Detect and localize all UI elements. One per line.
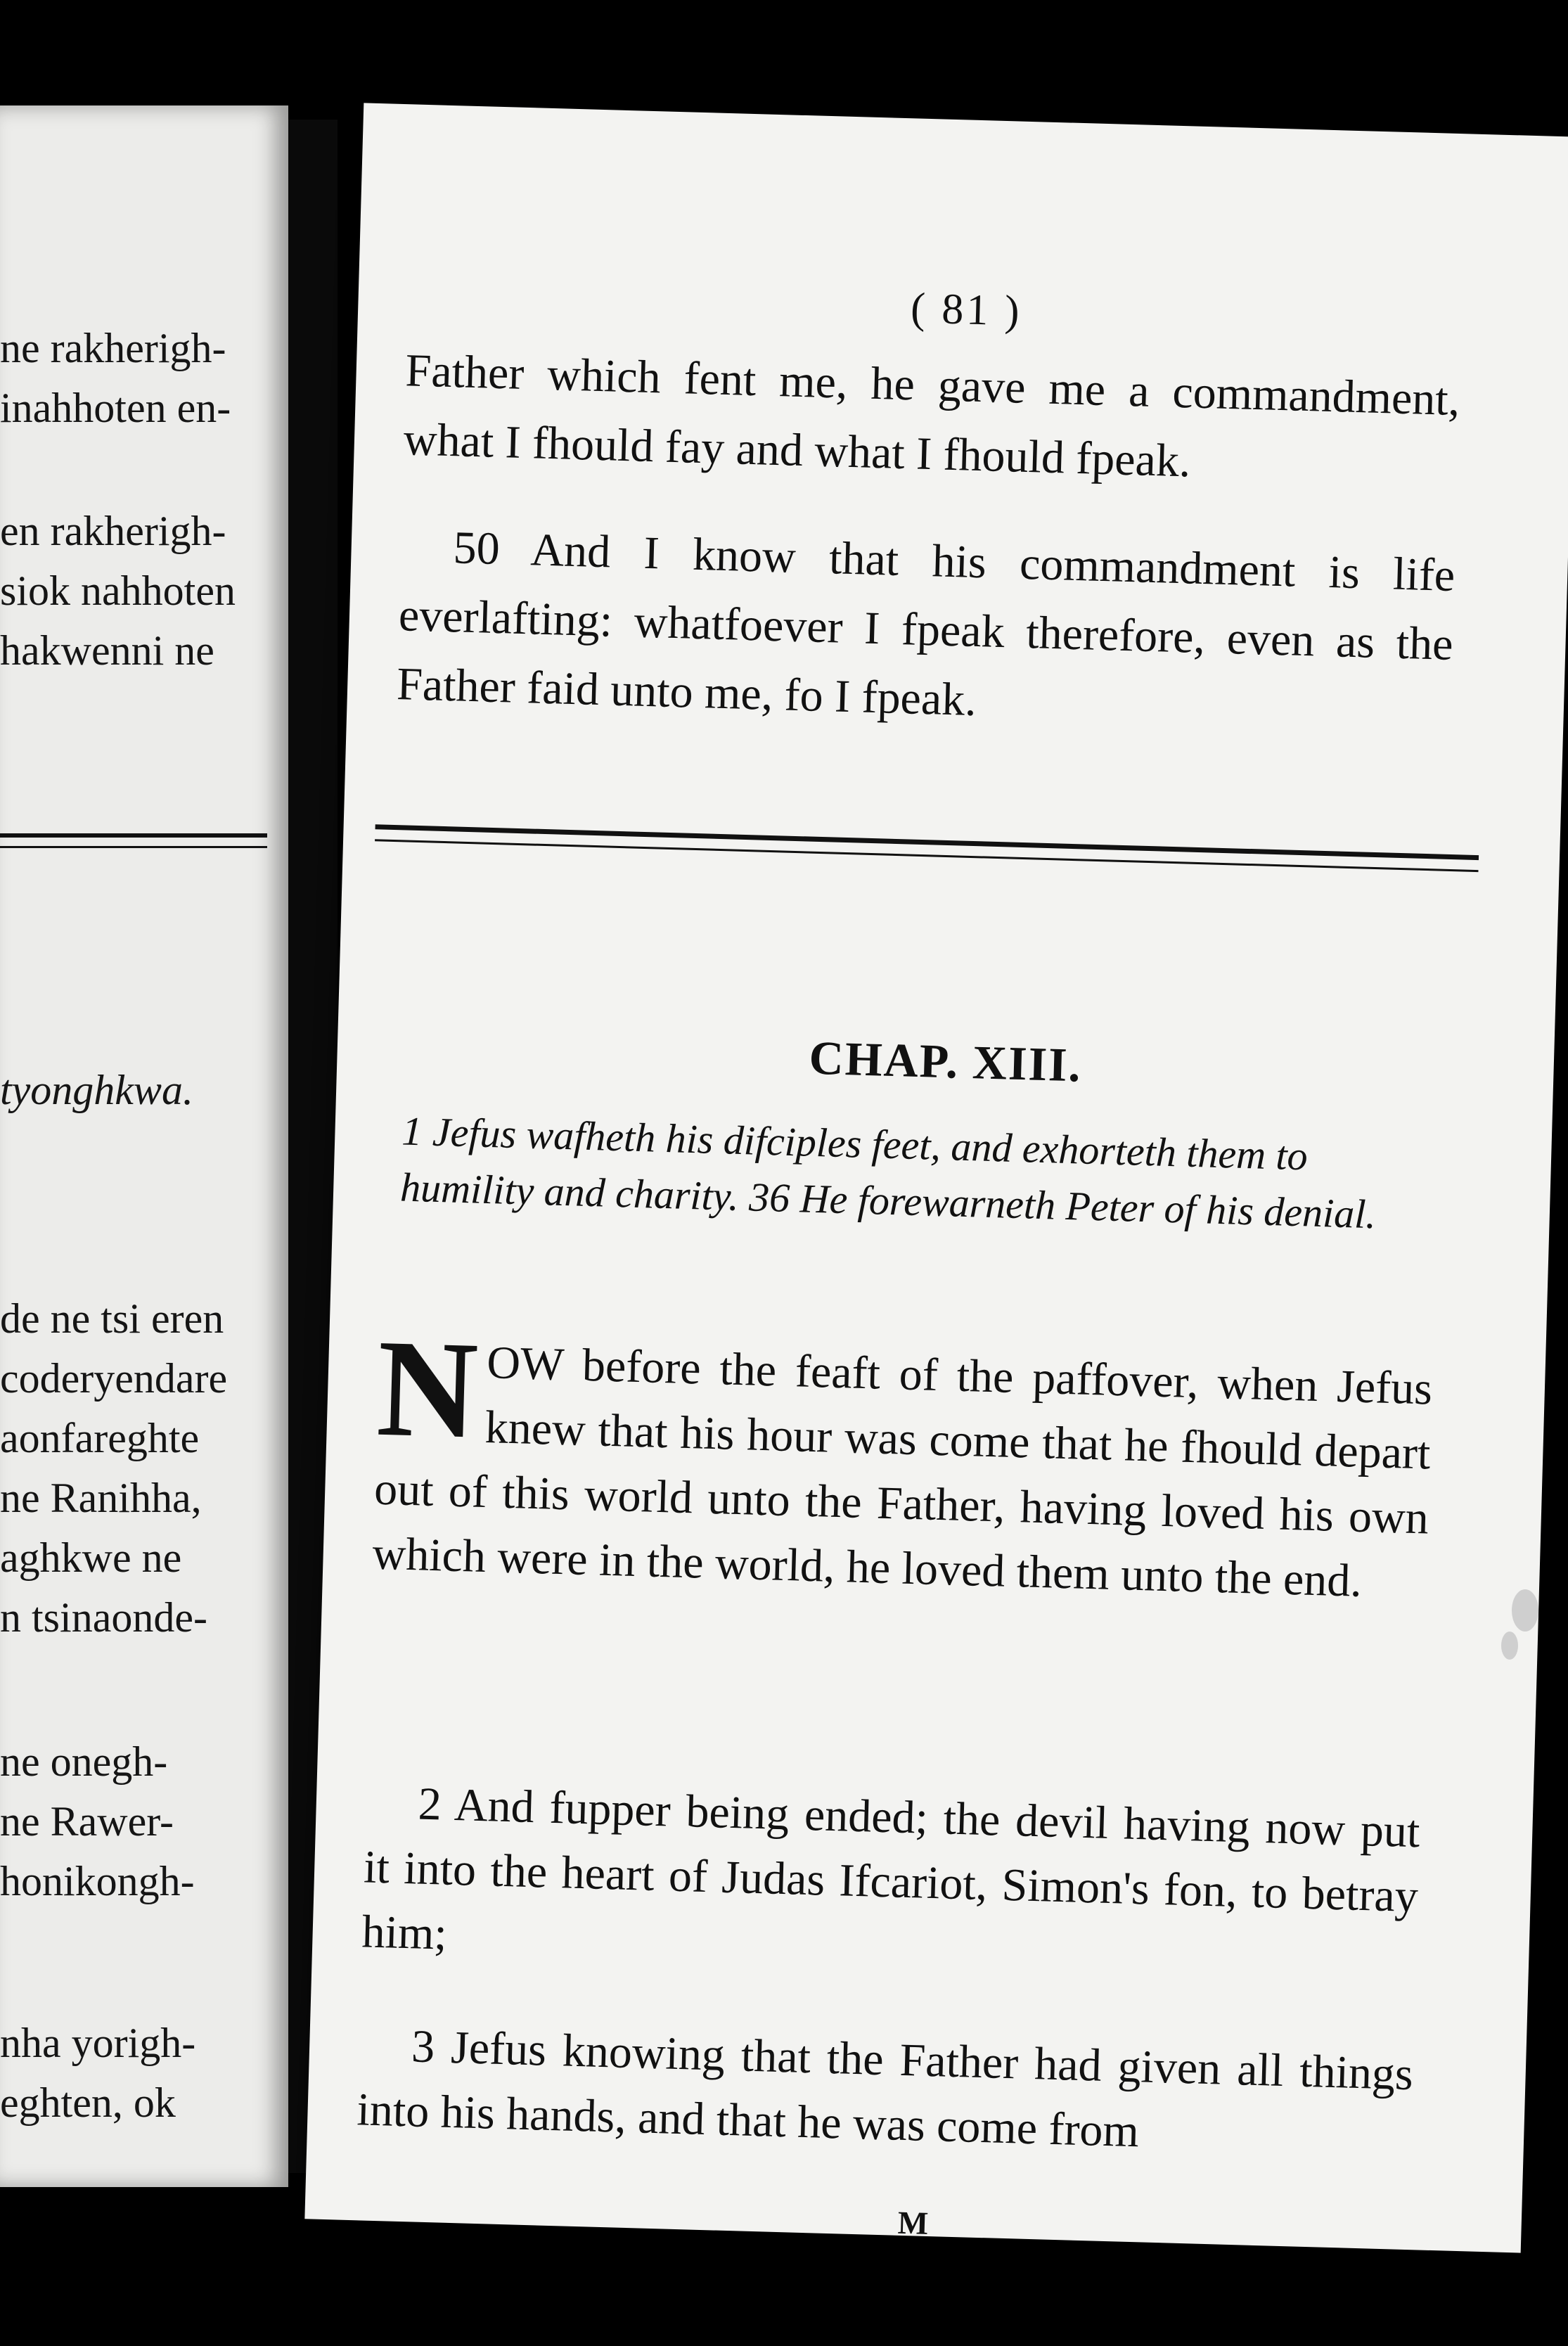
left-line: hakwenni ne bbox=[0, 627, 214, 674]
paper-blemish bbox=[1501, 1632, 1518, 1660]
left-line: n tsinaonde- bbox=[0, 1594, 207, 1641]
left-line: aghkwe ne bbox=[0, 1534, 182, 1581]
verse-49-continuation: Father which fent me, he gave me a commandment, what I fhould fay and what I fhould fpeak. bbox=[403, 345, 1461, 487]
verse-1: OW before the feaft of the paffover, when Jefus knew that his hour was come that he fhould depart out of this world unto the Father, having loved his own which were in the world, he loved them unto the end. bbox=[371, 1337, 1433, 1607]
left-line: aonfareghte bbox=[0, 1415, 200, 1461]
left-page-rule bbox=[0, 833, 267, 848]
left-page bbox=[0, 105, 288, 2187]
drop-cap: N bbox=[375, 1310, 480, 1468]
verse-1-block bbox=[371, 1310, 1433, 1616]
verse-2: 2 And fupper being ended; the devil having now put it into the heart of Judas Ifcariot, Simon's fon, to betray him; bbox=[361, 1778, 1421, 1960]
verse-3: 3 Jefus knowing that the Father had given all things into his hands, and that he was come from bbox=[356, 2020, 1414, 2158]
verse-3-block bbox=[356, 2013, 1414, 2172]
left-line: ne Ranihha, bbox=[0, 1475, 202, 1521]
verse-49-continuation-block bbox=[403, 336, 1461, 504]
left-line: en rakherigh- bbox=[0, 508, 226, 554]
left-heading: tyonghkwa. bbox=[0, 1067, 193, 1113]
paper-blemish bbox=[1512, 1589, 1538, 1632]
verse-2-block bbox=[361, 1770, 1420, 1994]
verse-50-block bbox=[396, 512, 1456, 748]
left-line: eghten, ok bbox=[0, 2079, 176, 2126]
left-line: inahhoten en- bbox=[0, 385, 231, 431]
left-line: siok nahhoten bbox=[0, 568, 236, 614]
verse-50: 50 And I know that his commandment is life everlafting: whatfoever I fpeak therefore, even as the Father faid unto me, fo I fpeak. bbox=[396, 522, 1456, 726]
left-line: nha yorigh- bbox=[0, 2020, 196, 2066]
left-line: coderyendare bbox=[0, 1355, 228, 1402]
left-line: de ne tsi eren bbox=[0, 1295, 224, 1342]
signature-mark: M bbox=[897, 2204, 929, 2242]
left-line: ne Rawer- bbox=[0, 1798, 174, 1845]
left-line: ne rakherigh- bbox=[0, 325, 226, 371]
chapter-divider-rule bbox=[375, 824, 1479, 872]
chapter-title: CHAP. XIII. bbox=[808, 1030, 1083, 1092]
left-line: ne onegh- bbox=[0, 1738, 168, 1785]
left-line: honikongh- bbox=[0, 1858, 195, 1904]
page-number: ( 81 ) bbox=[910, 284, 1023, 335]
right-page bbox=[304, 103, 1568, 2252]
chapter-summary: 1 Jefus wafheth his difciples feet, and exhorteth them to humility and charity. 36 He forewarneth Peter of his denial. bbox=[399, 1108, 1377, 1238]
